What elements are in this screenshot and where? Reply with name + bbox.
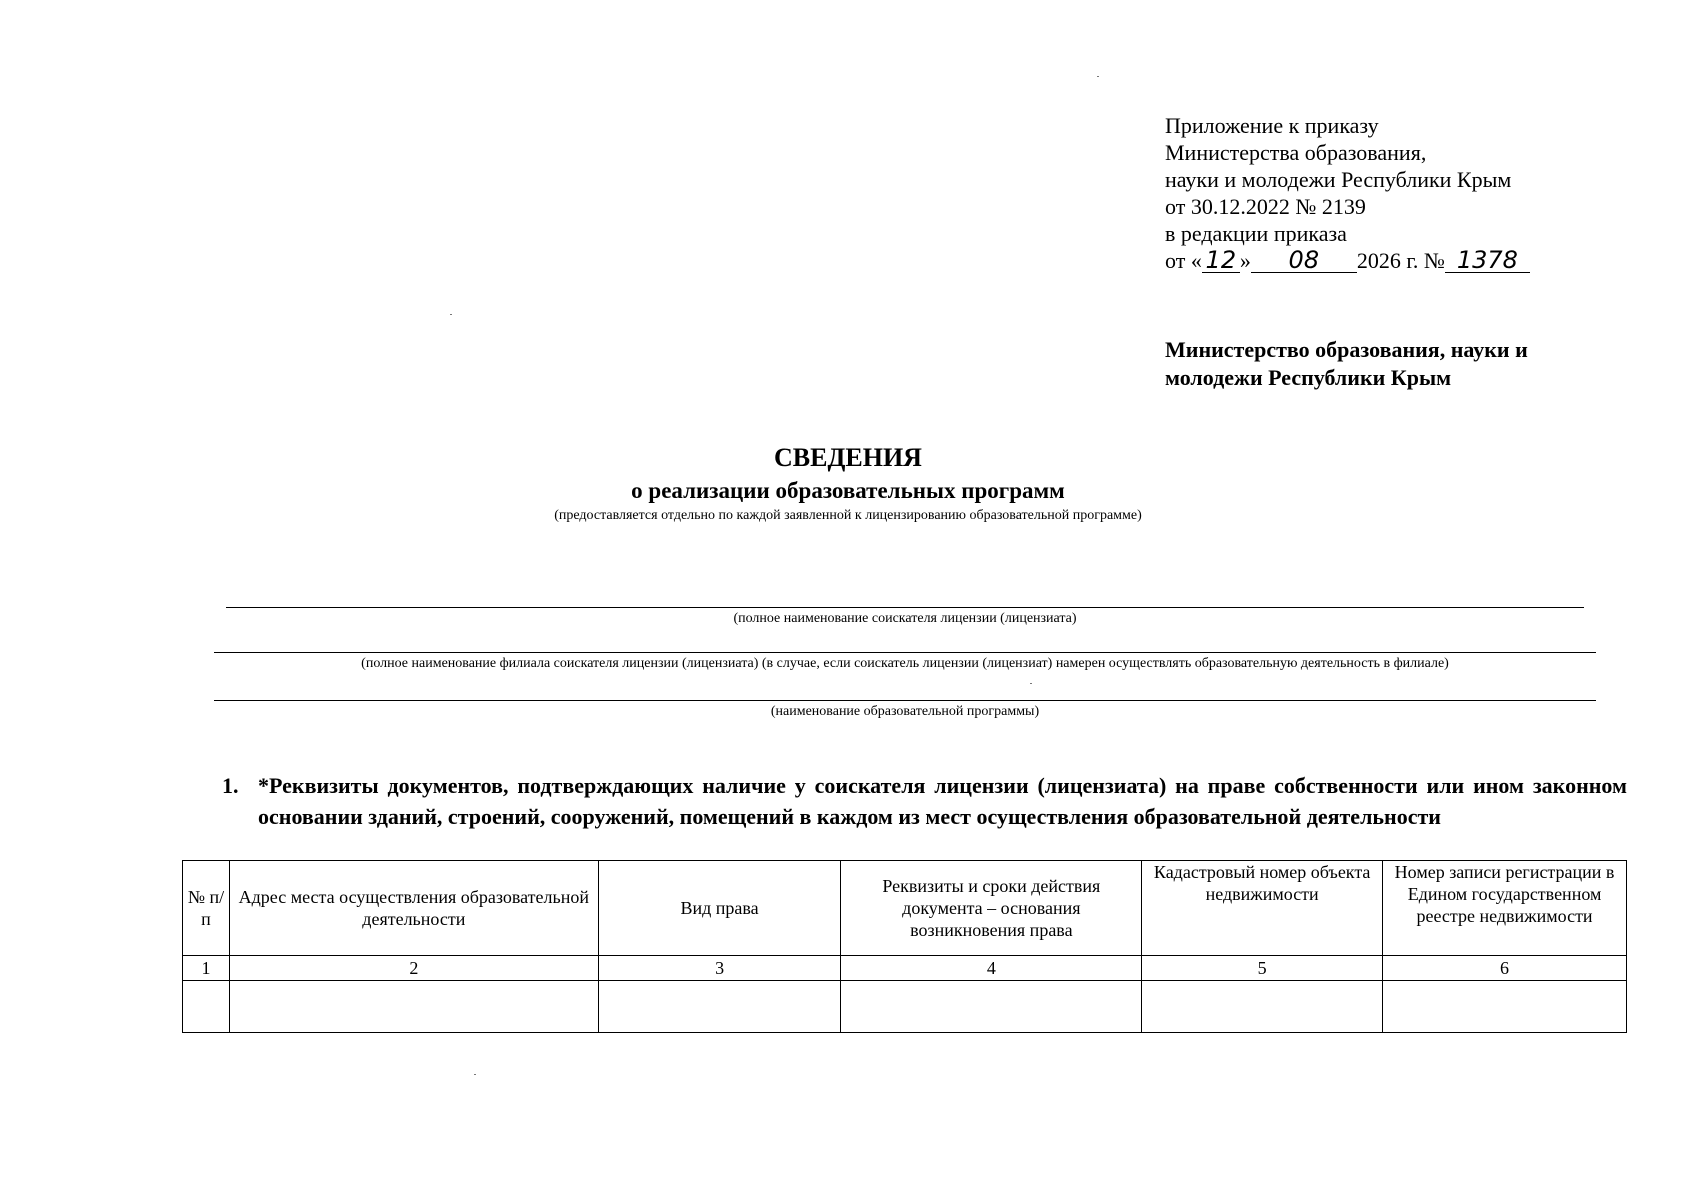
table-header-row <box>183 861 1627 956</box>
col-header-registry: Номер записи регистрации в Едином государственном реестре недвижимости <box>1383 861 1627 956</box>
col-number-cell: 6 <box>1383 956 1627 981</box>
handwritten-month: 08 <box>1251 248 1357 273</box>
document-title: СВЕДЕНИЯ <box>774 443 922 472</box>
table-cell[interactable] <box>229 981 598 1033</box>
col-number-cell: 1 <box>183 956 230 981</box>
table-cell[interactable] <box>1383 981 1627 1033</box>
section-number: 1. <box>222 773 239 798</box>
table-row-column-numbers <box>183 956 1627 981</box>
approval-block <box>1165 112 1605 274</box>
table-cell[interactable] <box>841 981 1142 1033</box>
scan-speck <box>450 314 452 315</box>
table-cell[interactable] <box>183 981 230 1033</box>
applicant-name-caption: (полное наименование соискателя лицензии (лицензиата) <box>733 611 1077 626</box>
branch-name-caption: (полное наименование филиала соискателя лицензии (лицензиата) (в случае, если соискатель лицензии (лицензиат) намерен осуществлять образовательную деятельность в филиале) <box>361 656 1449 671</box>
col-number-cell: 3 <box>598 956 841 981</box>
ministry-line: молодежи Республики Крым <box>1165 365 1452 390</box>
premises-table <box>182 860 1627 1033</box>
approval-date-line <box>1165 247 1605 274</box>
col-header-address: Адрес места осуществления образовательной деятельности <box>229 861 598 956</box>
document-subtitle: о реализации образовательных программ <box>631 478 1065 503</box>
scan-speck <box>1097 76 1099 77</box>
date-mid: » <box>1239 248 1251 273</box>
col-header-right-type: Вид права <box>598 861 841 956</box>
applicant-name-line[interactable] <box>226 607 1584 608</box>
table-row <box>183 981 1627 1033</box>
ministry-addressee <box>1165 336 1605 392</box>
approval-line: Приложение к приказу <box>1165 113 1379 138</box>
col-number-cell: 5 <box>1142 956 1383 981</box>
col-number-cell: 2 <box>229 956 598 981</box>
col-header-document: Реквизиты и сроки действия документа – основания возникновения права <box>841 861 1142 956</box>
col-header-number: № п/п <box>183 861 230 956</box>
program-name-caption: (наименование образовательной программы) <box>770 704 1040 719</box>
approval-line: науки и молодежи Республики Крым <box>1165 167 1512 192</box>
section-1-heading <box>222 770 1627 832</box>
handwritten-day: 12 <box>1202 248 1240 273</box>
date-year: 2026 г. № <box>1356 248 1445 273</box>
program-name-line[interactable] <box>214 700 1596 701</box>
scan-speck <box>474 1074 476 1075</box>
section-text: *Реквизиты документов, подтверждающих наличие у соискателя лицензии (лицензиата) на праве собственности или ином законном основании зданий, строений, сооружений, помещений в каждом из мест осуществления образовательной деятельности <box>258 773 1627 829</box>
ministry-line: Министерство образования, науки и <box>1165 337 1528 362</box>
approval-line: Министерства образования, <box>1165 140 1427 165</box>
approval-line: в редакции приказа <box>1165 221 1347 246</box>
table-cell[interactable] <box>598 981 841 1033</box>
col-header-cadastral: Кадастровый номер объекта недвижимости <box>1142 861 1383 956</box>
date-prefix: от « <box>1165 248 1202 273</box>
handwritten-order-number: 1378 <box>1445 248 1530 273</box>
branch-name-line[interactable] <box>214 652 1596 653</box>
scan-speck <box>1030 683 1032 684</box>
table-cell[interactable] <box>1142 981 1383 1033</box>
approval-line: от 30.12.2022 № 2139 <box>1165 194 1366 219</box>
col-number-cell: 4 <box>841 956 1142 981</box>
document-subnote: (предоставляется отдельно по каждой заявленной к лицензированию образовательной программе) <box>554 508 1142 523</box>
